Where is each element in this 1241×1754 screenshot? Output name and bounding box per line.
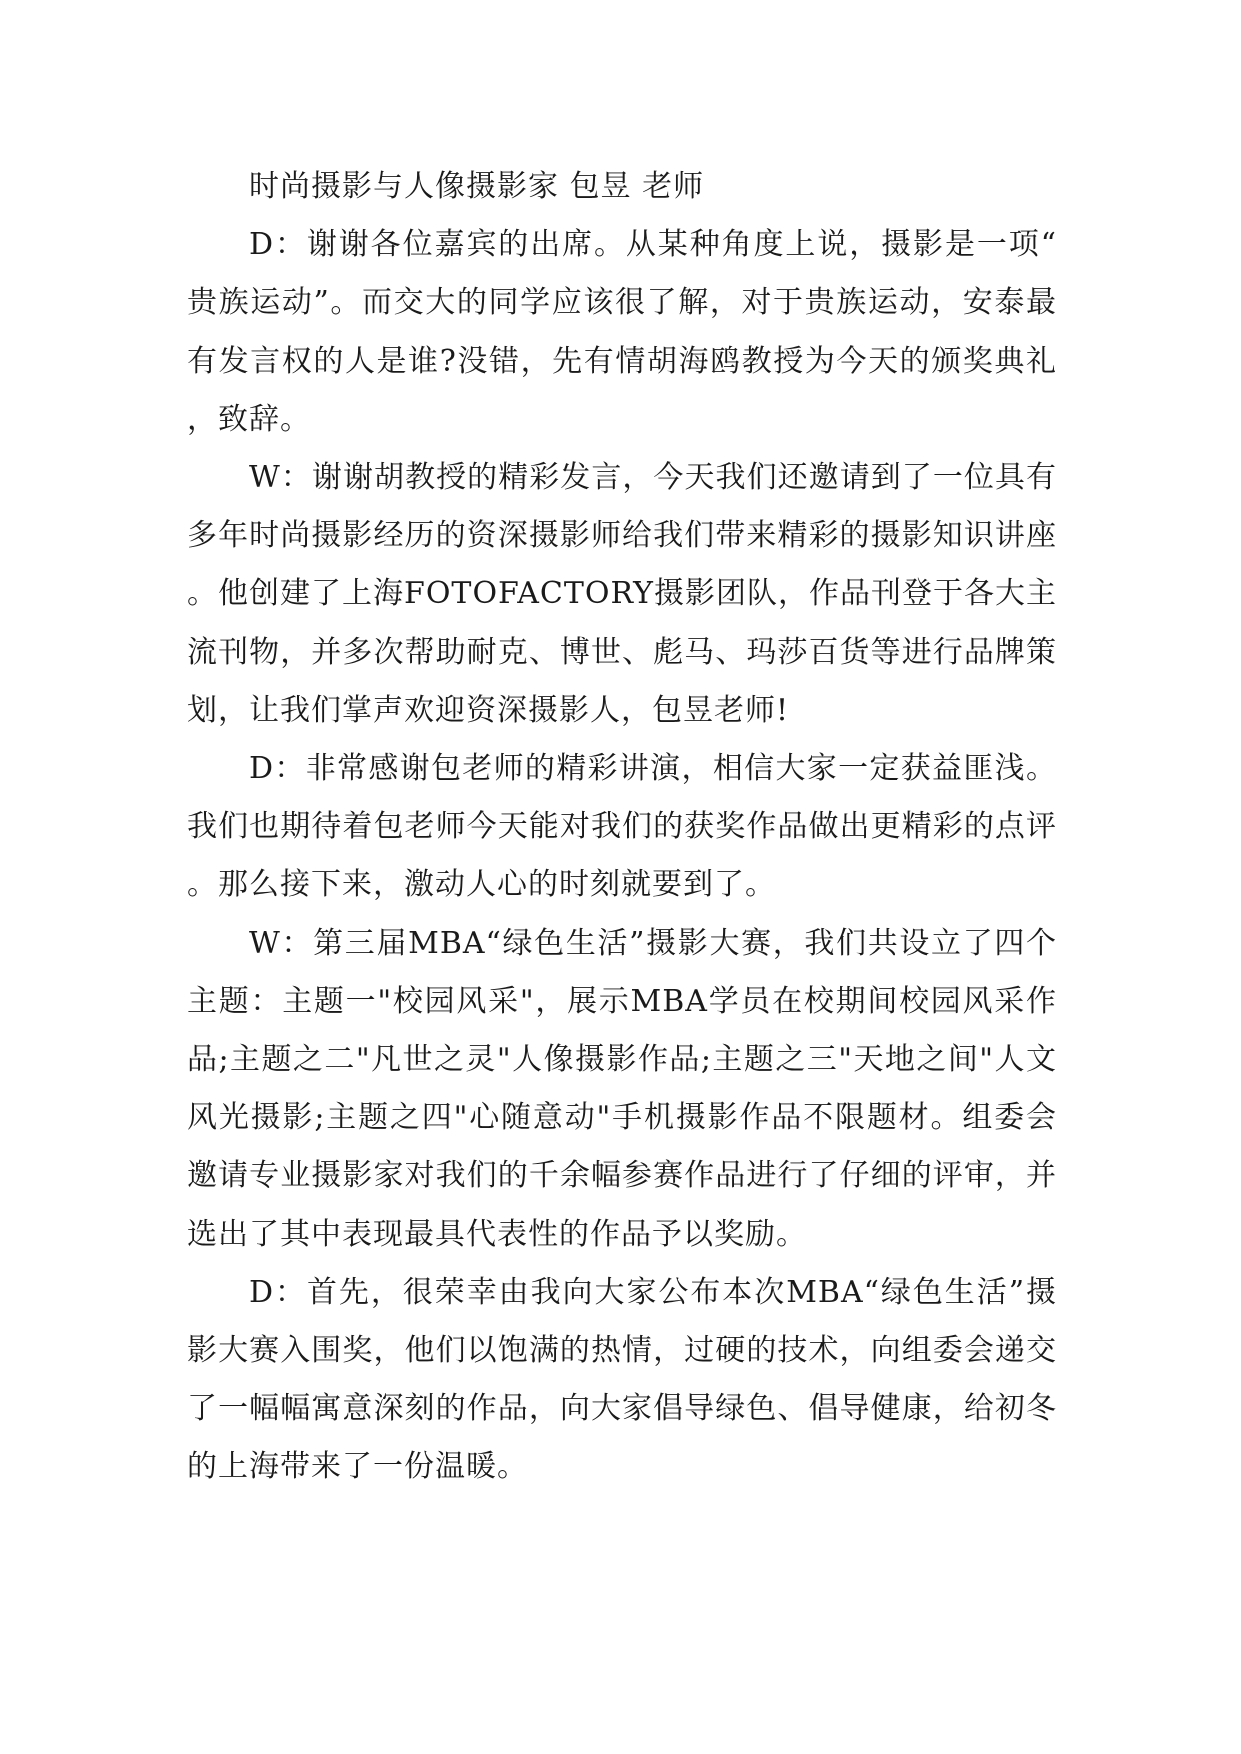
paragraph: D：谢谢各位嘉宾的出席。从某种角度上说，摄影是一项“贵族运动”。而交大的同学应该很了解，对于贵族运动，安泰最有发言权的人是谁?没错，先有情胡海鸥教授为今天的颁奖典礼，致辞。: [187, 227, 1057, 437]
document-title: 时尚摄影与人像摄影家 包昱 老师: [249, 169, 705, 204]
paragraph: W：第三届MBA“绿色生活”摄影大赛，我们共设立了四个主题：主题一"校园风采"，展示MBA学员在校期间校园风采作品;主题之二"凡世之灵"人像摄影作品;主题之三"天地之间"人文风光摄影;主题之四"心随意动"手机摄影作品不限题材。组委会邀请专业摄影家对我们的千余幅参赛作品进行了仔细的评审，并选出了其中表现最具代表性的作品予以奖励。: [187, 925, 1057, 1252]
document-body: [187, 158, 1057, 1497]
paragraph: D：非常感谢包老师的精彩讲演，相信大家一定获益匪浅。我们也期待着包老师今天能对我们的获奖作品做出更精彩的点评。那么接下来，激动人心的时刻就要到了。: [187, 751, 1057, 903]
paragraph: D：首先，很荣幸由我向大家公布本次MBA“绿色生活”摄影大赛入围奖，他们以饱满的热情，过硬的技术，向组委会递交了一幅幅寓意深刻的作品，向大家倡导绿色、倡导健康，给初冬的上海带来了一份温暖。: [187, 1274, 1057, 1485]
paragraph: W：谢谢胡教授的精彩发言，今天我们还邀请到了一位具有多年时尚摄影经历的资深摄影师给我们带来精彩的摄影知识讲座。他创建了上海FOTOFACTORY摄影团队，作品刊登于各大主流刊物，并多次帮助耐克、博世、彪马、玛莎百货等进行品牌策划，让我们掌声欢迎资深摄影人，包昱老师!: [187, 460, 1057, 728]
